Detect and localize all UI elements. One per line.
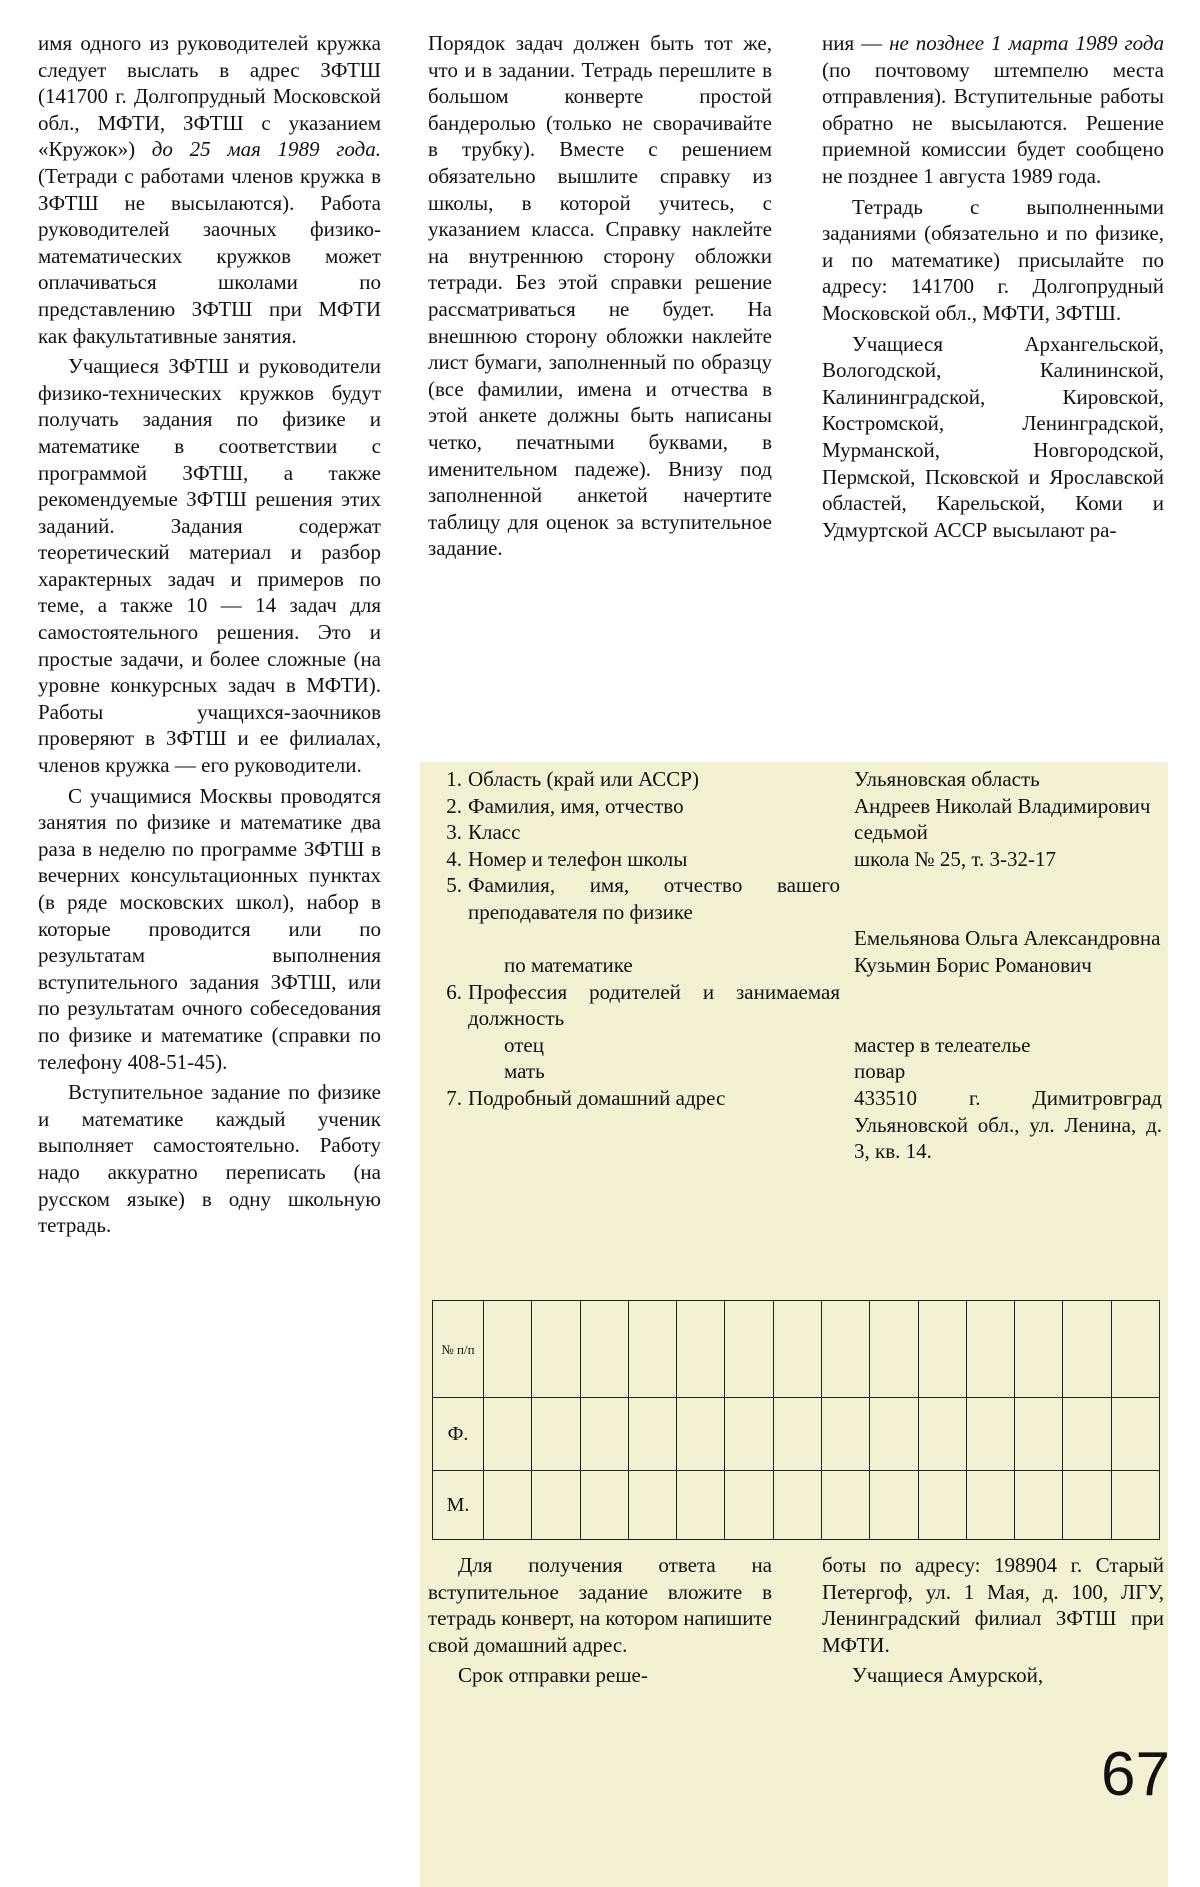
column-3 [822, 30, 1164, 543]
grade-cell [773, 1301, 821, 1398]
grade-table [432, 1300, 1160, 1540]
grade-cell [1063, 1301, 1111, 1398]
grade-table-header-math: М. [433, 1471, 484, 1540]
form-row [432, 952, 1162, 979]
form-row [432, 766, 1162, 793]
grade-cell [677, 1471, 725, 1540]
grade-cell [1111, 1471, 1159, 1540]
form-row [432, 1058, 1162, 1085]
column-3-bottom [822, 1552, 1164, 1689]
form-answer: мастер в телеателье [854, 1032, 1031, 1057]
form-row-number: 7. [446, 1085, 462, 1110]
col1-paragraph-2: Учащиеся ЗФТШ и руководители физико-технических кружков будут получать задания по физике и математике в соответствии с программой ЗФТШ, а также рекомендуемые ЗФТШ решения этих заданий. Задания содержат теоретический материал и разбор характерных задач и примеров по теме, а также 10 — 14 задач для самостоятельного решения. Это и простые задачи, и более сложные (на уровне конкурсных задач в МФТИ). Работы учащихся-заочников проверяют в ЗФТШ и ее филиалах, членов кружка — его руководители. [38, 354, 381, 778]
grade-cell [580, 1398, 628, 1471]
form-question: Класс [468, 820, 521, 845]
form-row [432, 872, 1162, 952]
grade-table-row [433, 1301, 1160, 1398]
grade-cell [966, 1398, 1014, 1471]
grade-cell [918, 1471, 966, 1540]
grade-cell [677, 1301, 725, 1398]
grade-table-header-number: № п/п [433, 1301, 484, 1398]
form-question: отец [504, 1032, 544, 1057]
form-answer: седьмой [854, 820, 928, 845]
col2-bottom-paragraph-1: Для получения ответа на вступительное задание вложите в тетрадь конверт, на котором напишите свой домашний адрес. [428, 1553, 772, 1657]
form-question: Область (край или АССР) [468, 767, 699, 791]
form-answer: Андреев Николай Владимирович [854, 793, 1151, 818]
form-row-number: 4. [446, 846, 462, 871]
grade-cell [484, 1301, 532, 1398]
grade-cell [821, 1301, 869, 1398]
grade-cell [725, 1471, 773, 1540]
form-answer: Кузьмин Борис Романович [854, 952, 1092, 977]
grade-cell [484, 1471, 532, 1540]
grade-cell [870, 1471, 918, 1540]
grade-cell [773, 1398, 821, 1471]
grade-cell [628, 1301, 676, 1398]
grade-cell [870, 1398, 918, 1471]
grade-cell [918, 1398, 966, 1471]
grade-cell [918, 1301, 966, 1398]
col1-paragraph-4: Вступительное задание по физике и математике каждый ученик выполняет самостоятельно. Работу надо аккуратно переписать (на русском языке) в одну школьную тетрадь. [38, 1080, 381, 1238]
grade-cell [628, 1471, 676, 1540]
grade-cell [580, 1301, 628, 1398]
grade-cell [1015, 1398, 1063, 1471]
grade-table-row [433, 1398, 1160, 1471]
form-answer: Ульяновская область [854, 767, 1040, 791]
grade-cell [725, 1398, 773, 1471]
form-row-number: 3. [446, 820, 462, 845]
form-question: Профессия родителей и занимаемая должность [468, 979, 840, 1031]
col3-bottom-paragraph-2: Учащиеся Амурской, [852, 1663, 1044, 1688]
grade-cell [580, 1471, 628, 1540]
grade-cell [1015, 1301, 1063, 1398]
form-answer: 433510 г. Димитровград Ульяновской обл., ул. Ленина, д. 3, кв. 14. [854, 1085, 1162, 1164]
grade-cell [677, 1398, 725, 1471]
grade-cell [1111, 1301, 1159, 1398]
grade-table-row [433, 1471, 1160, 1540]
form-question: мать [504, 1059, 545, 1084]
col3-paragraph-2: Тетрадь с выполненными заданиями (обязательно и по физике, и по математике) присылайте по адресу: 141700 г. Долгопрудный Московской обл., МФТИ, ЗФТШ. [822, 194, 1164, 325]
grade-cell [1063, 1398, 1111, 1471]
grade-cell [532, 1301, 580, 1398]
grade-cell [966, 1471, 1014, 1540]
grade-cell [1015, 1471, 1063, 1540]
grade-cell [628, 1398, 676, 1471]
form-answer: повар [854, 1059, 906, 1084]
form-question: Подробный домашний адрес [468, 1085, 726, 1110]
form-row-number: 6. [446, 979, 462, 1004]
form-row-number [432, 1058, 468, 1085]
grade-cell [870, 1301, 918, 1398]
grade-cell [966, 1301, 1014, 1398]
form-row-number: 5. [446, 873, 462, 898]
form-row-number: 1. [446, 767, 462, 791]
col2-paragraph-1: Порядок задач должен быть тот же, что и в задании. Тетрадь перешлите в большом конверте простой бандеролью (только не сворачивайте в трубку). Вместе с решением обязательно вышлите справку из школы, в которой учитесь, с указанием класса. Справку наклейте на внутреннюю сторону обложки тетради. Без этой справки решение рассматриваться не будет. На внешнюю сторону обложки наклейте лист бумаги, заполненный по образцу (все фамилии, имена и отчества в этой анкете должны быть написаны четко, печатными буквами, в именительном падеже). Внизу под заполненной анкетой начертите таблицу для оценок за вступительное задание. [428, 31, 772, 561]
form-row [432, 1032, 1162, 1059]
form-question: Фамилия, имя, отчество [468, 793, 684, 818]
form-answer [840, 979, 1162, 1032]
column-1 [38, 30, 381, 1239]
form-row [432, 1085, 1162, 1165]
form-answer: Емельянова Ольга Александровна [854, 926, 1161, 951]
column-2 [428, 30, 772, 562]
col2-bottom-paragraph-2: Срок отправки реше- [458, 1663, 648, 1688]
grade-cell [484, 1398, 532, 1471]
grade-cell [821, 1471, 869, 1540]
grade-table-header-physics: Ф. [433, 1398, 484, 1471]
grade-cell [773, 1471, 821, 1540]
grade-cell [1111, 1398, 1159, 1471]
col1-paragraph-1: имя одного из руководителей кружка следует выслать в адрес ЗФТШ (141700 г. Долгопрудный Московской обл., МФТИ, ЗФТШ с указанием «Кружок») до 25 мая 1989 года. (Тетради с работами членов кружка в ЗФТШ не высылаются). Работа руководителей заочных физико-математических кружков может оплачиваться школами по представлению ЗФТШ при МФТИ как факультативные занятия. [38, 31, 381, 348]
page-number: 67 [1101, 1740, 1170, 1809]
grade-cell [532, 1398, 580, 1471]
column-2-bottom [428, 1552, 772, 1689]
sample-form [432, 766, 1162, 1165]
form-row-number [432, 1032, 468, 1059]
form-row-number: 2. [446, 793, 462, 818]
grade-cell [1063, 1471, 1111, 1540]
grade-cell [532, 1471, 580, 1540]
form-question: по математике [504, 952, 633, 977]
form-row [432, 819, 1162, 846]
col3-bottom-paragraph-1: боты по адресу: 198904 г. Старый Петергоф, ул. 1 Мая, д. 100, ЛГУ, Ленинградский филиал ЗФТШ при МФТИ. [822, 1553, 1164, 1657]
form-question: Номер и телефон школы [468, 846, 688, 871]
col1-paragraph-3: С учащимися Москвы проводятся занятия по физике и математике два раза в неделю по программе ЗФТШ в вечерних консультационных пунктах (в ряде московских школ), набор в которые проводится или по результатам выполнения вступительного задания ЗФТШ, или по результатам очного собеседования по физике и математике (справки по телефону 408-51-45). [38, 783, 381, 1074]
form-question: Фамилия, имя, отчество вашего преподавателя по физике [468, 873, 840, 924]
grade-cell [725, 1301, 773, 1398]
grade-cell [821, 1398, 869, 1471]
form-row [432, 846, 1162, 873]
form-row [432, 793, 1162, 820]
form-row-number [432, 952, 468, 979]
col3-paragraph-1: ния — не позднее 1 марта 1989 года (по почтовому штемпелю места отправления). Вступительные работы обратно не высылаются. Решение приемной комиссии будет сообщено не позднее 1 августа 1989 года. [822, 31, 1164, 188]
col3-paragraph-3: Учащиеся Архангельской, Вологодской, Калининской, Калининградской, Кировской, Костромской, Ленинградской, Мурманской, Новгородской, Пермской, Псковской и Ярославской областей, Карельской, Коми и Удмуртской АССР высылают ра- [822, 331, 1164, 542]
form-row [432, 979, 1162, 1032]
form-answer: школа № 25, т. 3-32-17 [854, 846, 1056, 871]
